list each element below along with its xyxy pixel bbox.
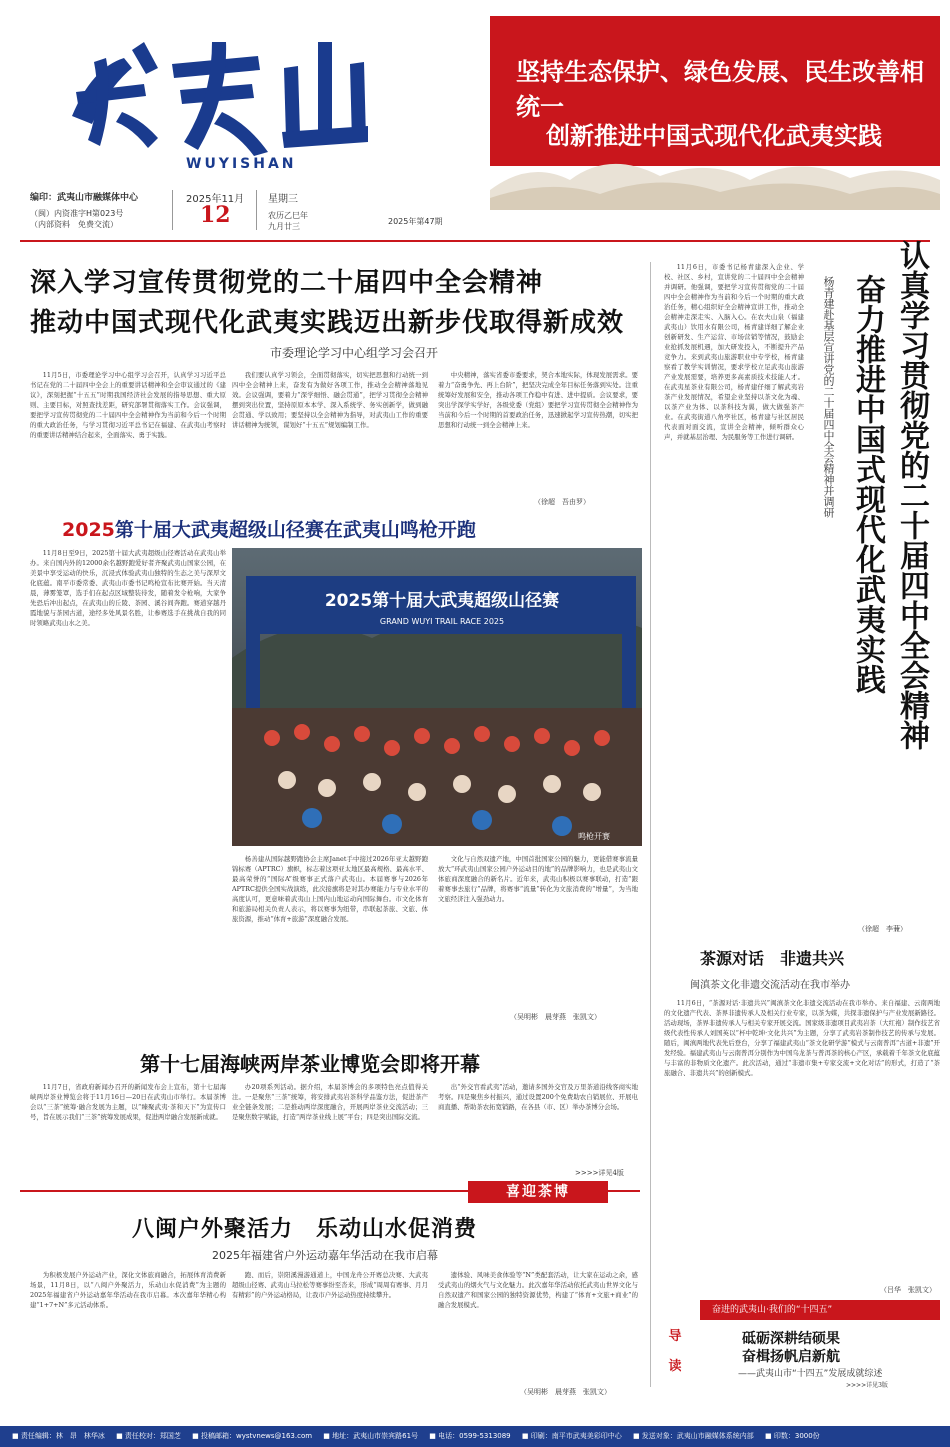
reading-guide — [660, 1300, 940, 1390]
permit-number: （闽）内资准字H第023号 — [30, 209, 124, 218]
lunar-day: 九月廿三 — [268, 222, 300, 231]
article4-column3: 遗体验、风味美食体验等“N”类配套活动，让大家在运动之余，感受武夷山的烟火气与文化魅力。此次嘉年华活动依托武夷山世界文化与自然双遗产和国家公园的独特资源优势，构建了“体育+文旅+商业”的融合发展模式。 — [438, 1271, 638, 1309]
photo-banner-en: GRAND WUYI TRAIL RACE 2025 — [379, 617, 505, 626]
tea-expo-tag: 喜迎茶博 — [468, 1181, 608, 1203]
article3-column3: 出“外交官看武夷”活动，邀请多国外交官及万里茶道沿线客商实地考察。四是聚焦乡村振兴，通过设置200个免费助农自销展位、开展电商直播、帮助茶农拓宽销路，在各县（市、区）举办茶博分会场。 — [438, 1083, 638, 1111]
footer-audience: ■ 发送对象：武夷山市融媒体系统内部 — [632, 1432, 754, 1440]
footer-email: ■ 投稿邮箱：wystvnews@163.com — [192, 1432, 313, 1440]
footer-print-count: ■ 印数：3000份 — [765, 1432, 820, 1440]
article6-title: 茶源对话 非遗共兴 — [700, 949, 845, 968]
year-month: 2025年11月 — [186, 194, 245, 205]
issue-number: 2025年第47期 — [388, 217, 443, 226]
article1-column2: 我们要认真学习领会，全面贯彻落实，切实把思想和行动统一到四中全会精神上来，奋发有为做好各项工作，推动全会精神落地见效。会议强调，要着力“深学细悟、融会贯通”，把学习贯彻全会精神摆到突出位置，坚持原原本本学、深入系统学、务实创新学，做到融会贯通、学以致用；要坚持以全会精神为指导，对武夷山工作的重要讲话精神为统领，谋划好“十五五”规划编制工作。 — [232, 371, 428, 429]
guide-ref: >>>>详见3版 — [846, 1382, 888, 1389]
article2-title-year: 2025 — [62, 519, 115, 541]
slogan-line1: 坚持生态保护、绿色发展、民生改善相统一 — [516, 58, 924, 121]
photo-caption: 鸣枪开赛 — [578, 832, 610, 841]
guide-banner: 奋进的武夷山·我们的“十四五” — [700, 1300, 940, 1320]
logo-pinyin: WUYISHAN — [186, 156, 297, 172]
day-number: 12 — [200, 202, 231, 228]
article2-title — [62, 515, 476, 542]
article2-byline: （吴明彬 晨芽燕 张凯文） — [510, 1013, 601, 1021]
article4-byline: （吴明彬 晨芽燕 张凯文） — [520, 1388, 611, 1396]
footer-phone: ■ 电话：0599-5313089 — [429, 1432, 511, 1440]
article1-title-line2: 推动中国式现代化武夷实践迈出新步伐取得新成效 — [30, 308, 625, 338]
issue-info-bar — [10, 190, 940, 238]
article1-byline: （徐超 吾由罗） — [534, 498, 590, 506]
article5-vertical-subtitle: 杨青建赴基层宣讲党的二十届四中全会精神并调研 — [822, 276, 835, 518]
wuyishan-calligraphy-logo — [62, 28, 372, 158]
article2-column-mid: 杨善建从国际越野跑协会主席Janet手中接过2026年亚太越野跑锦标赛（APTRC）旗帜，标志着这项亚太地区最高规格、最高水平、最高荣誉的“国际A”级赛事正式落户武夷山。本届赛事与2026年APTRC提供全国实战演练，此次接旗将是对其办赛能力与专业水平的高度认可，更意味着武夷山上国内山地运动向国际舞台。市文化体育和旅游局相关负责人表示，将以赛事为纽带，串联起茶旅、文旅、体旅资源，推动“体育+旅游”深度融合发展。 — [232, 855, 428, 923]
article4-column1: 为积极发展户外运动产业，深化文体旅商融合，拓展体育消费新场景，11月8日，以“八闽户外聚活力，乐动山水促消费”为主题的2025年福建省户外运动嘉年华活动在我市启幕。本次嘉年华精心构建“1+7+N”多元活动体系。 — [30, 1271, 226, 1309]
guide-label-1: 导 — [668, 1329, 682, 1344]
guide-label — [660, 1322, 690, 1382]
editor-label: 编印：武夷山市融媒体中心 — [30, 193, 139, 203]
guide-title3: ——武夷山市“十四五”发展成就综述 — [738, 1369, 883, 1379]
article4-title: 八闽户外聚活力 乐动山水促消费 — [132, 1216, 478, 1242]
article6-byline: （吕华 张凯文） — [880, 1286, 936, 1294]
article5-vertical-title1: 认真学习贯彻党的二十届四中全会精神 — [894, 240, 929, 750]
article4-column2: 跑、而后，崇阳溪漫游通道上，中国龙舟公开赛总决赛、大武夷超级山径赛、武夷山马拉松等赛事纷至沓来，形成“周周有赛事、月月有精彩”的户外运动格局，让我市户外运动热度持续攀升。 — [232, 1271, 428, 1299]
article5-vertical-title2: 奋力推进中国式现代化武夷实践 — [850, 274, 885, 694]
article3-column2: 办20项系列活动。据介绍，本届茶博会的多项特色亮点值得关注。一是聚焦“三茶”统筹，将安排武夷岩茶科学品鉴方法，促进茶产业全链条发展；二是推动两岸深度融合，开展两岸茶业交流活动；三是聚焦数字赋能，打造“两岸茶业线上展”平台；四是突出国际交流。 — [232, 1083, 428, 1121]
guide-label-2: 读 — [668, 1359, 682, 1374]
article1-column3: 中央精神，落实省委市委要求，契合本地实际，体现发展需求。要着力“奋勇争先、再上台阶”，把坚决完成全年目标任务落到实处。注重统筹好发展和安全，推动各项工作稳中有进、进中提质。会议要求，要突出学深学实学好，各级党委（党组）要把学习宣传贯彻全会精神作为当前和今后一个时期的首要政治任务，迅速掀起学习宣传热潮，切实把思想和行动统一到全会精神上来。 — [438, 371, 638, 429]
weekday: 星期三 — [268, 194, 298, 205]
lunar-date — [268, 210, 308, 232]
column-divider — [650, 262, 651, 1387]
race-start-photo — [232, 548, 642, 846]
article3-column1: 11月7日，省政府新闻办召开的新闻发布会上宣布，第十七届海峡两岸茶业博览会将于11月16日—20日在武夷山市举行。本届茶博会以“三茶”统筹·融合发展为主题，以“臻聚武夷·茶和天下”为宣传口号，旨在展示我们“三茶”统筹发展成果，促进两岸融合发展新成就。 — [30, 1083, 226, 1121]
article5-byline: （徐超 李蒹） — [858, 925, 907, 933]
masthead-rule — [20, 240, 930, 242]
guide-title1: 砥砺深耕结硕果 — [742, 1331, 840, 1347]
article3-ref: >>>>详见4版 — [575, 1169, 624, 1177]
article5-body: 11月6日，市委书记杨青建深入企业、学校、社区、乡村，宣讲党的二十届四中全会精神并调研。他强调，要把学习宣传贯彻党的二十届四中全会精神作为当前和今后一个时期的重大政治任务，精心组织好全会精神宣讲工作，推动全会精神走深走实、入脑入心。在农夫山泉（福建武夷山）饮用水有限公司，杨青建详细了解企业创新研发、生产运营、市场营销等情况，鼓励企业抢抓发展机遇，加大研发投入，不断提升产品竞争力。来到武夷山旅游职业中专学校，杨青建察看了教学实训情况，要求学校立足武夷山旅游产业发展需要，培养更多高素质技术技能人才。在武夷星茶业有限公司，杨青建仔细了解武夷岩茶产业发展情况，希望企业坚持以茶文化为魂、以茶产业为体、以茶科技为翼，做大做强茶产业。在武夷街道八角亭社区，杨青建与社区居民代表面对面交流，宣讲全会精神，倾听群众心声，并就基层治理、为民服务等工作进行调研。 — [664, 263, 804, 441]
footer-proofreader: ■ 责任校对：郑国芝 — [116, 1432, 181, 1440]
free-label: （内部资料 免费交流） — [30, 220, 118, 229]
photo-banner-text: 2025第十届大武夷超级山径赛 — [324, 591, 560, 611]
article6-body: 11月6日，“茶源对话·非遗共兴”闽滇茶文化非遗交流活动在我市举办。来自福建、云南两地的文化遗产代表、茶界非遗传承人及相关行业专家，以茶为媒，共探非遗保护与产业发展新路径。活动现场，茶界非遗传承人与相关专家开展交流。国家级非遗项目武夷岩茶（大红袍）制作技艺省级代表性传承人刘国英以“杯中乾坤·文化共兴”为主题，分享了武夷岩茶制作技艺的传承与发展。随后，闽滇两地代表先后登台，分享了福建武夷山“茶文化研学游”模式与云南普洱“古道+非遗”开发经验。福建武夷山与云南普洱分别作为中国乌龙茶与普洱茶的核心产区，承载着千年茶文化底蕴与丰富的非物质文化遗产。此次活动，通过“非遗市集+专家交流+文化对话”的形式，打造了“茶旅融合、非遗共兴”的创新模式。 — [664, 999, 940, 1077]
article2-column-left: 11月8日至9日，2025第十届大武夷超级山径赛活动在武夷山举办。来自国内外的12000余名越野跑爱好者齐聚武夷山国家公园，在美景中享受运动的快乐，沉浸式体验武夷山独特的生态之美与深厚文化底蕴。南平市委常委、武夷山市委书记鸣枪宣布比赛开始。当天清晨，薄雾笼罩，选手们在起点区域整装待发，随着发令枪响，大家争先恐后冲出起点，在武夷山的丘陵、茶园、溪谷间奔跑。赛道穿越丹霞地貌与茶园古道，途经多处风景名胜，让参赛选手在挑战自我的同时领略武夷山水之美。 — [30, 549, 226, 627]
guide-title2: 奋楫扬帆启新航 — [742, 1349, 840, 1365]
article6-subtitle: 闽滇茶文化非遗交流活动在我市举办 — [690, 980, 850, 991]
footer-address: ■ 地址：武夷山市崇宾路61号 — [323, 1432, 419, 1440]
article2-title-text: 第十届大武夷超级山径赛在武夷山鸣枪开跑 — [114, 519, 476, 541]
slogan-banner — [490, 16, 940, 166]
footer-editor: ■ 责任编辑：林 昂 林华冰 — [12, 1432, 105, 1440]
race-photo-illustration — [232, 548, 642, 846]
footer-bar — [0, 1426, 950, 1447]
article4-subtitle: 2025年福建省户外运动嘉年华活动在我市启幕 — [212, 1249, 438, 1262]
article1-title-line1: 深入学习宣传贯彻党的二十届四中全会精神 — [30, 268, 544, 298]
article3-title: 第十七届海峡两岸茶业博览会即将开幕 — [140, 1052, 480, 1076]
slogan-line2: 创新推进中国式现代化武夷实践 — [546, 122, 882, 150]
lunar-year: 农历乙巳年 — [268, 211, 308, 220]
article2-column-right: 文化与自然双遗产地，中国首批国家公园的魅力，更能借赛事流量放大“环武夷山国家公园户外运动目的地”的品牌影响力，也是武夷山文体旅商深度融合的新名片。近年来，武夷山积极以赛事联动，打造“跟着赛事去旅行”品牌，将赛事“流量”转化为文旅消费的“增量”，为当地文旅经济注入强劲动力。 — [438, 855, 638, 903]
article1-column1: 11月5日，市委理论学习中心组学习会召开，认真学习习近平总书记在党的二十届四中全会上的重要讲话精神和全会审议通过的《建议》，深刻把握“十五五”时期我国经济社会发展的指导思想、重大原则、主要目标，对照查找差距，研究部署贯彻落实工作。会议强调，要把学习宣传贯彻党的二十届四中全会精神作为当前和今后一个时期的重大政治任务，与学习贯彻习近平总书记在福建、在武夷山考察时的重要讲话精神结合起来，全面落实、勇于实践。 — [30, 371, 226, 439]
footer-printer: ■ 印刷：南平市武夷美彩印中心 — [521, 1432, 622, 1440]
divider — [256, 190, 257, 230]
article1-subtitle: 市委理论学习中心组学习会召开 — [270, 346, 439, 360]
divider — [172, 190, 173, 230]
